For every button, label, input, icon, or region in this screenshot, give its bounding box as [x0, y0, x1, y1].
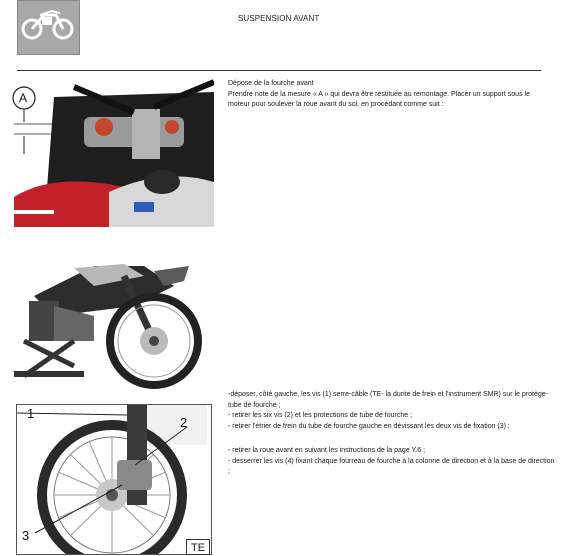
callout-2: 2	[180, 415, 188, 430]
callout-1: 1	[27, 406, 35, 421]
section-heading: Dépose de la fourche avant	[228, 80, 314, 87]
list-item: - retirer les six vis (2) et les protections de tube de fourche ;	[228, 412, 413, 419]
header-divider	[17, 70, 541, 71]
list-item: - desserrer les vis (4) fixant chaque fourreau de fourche à la colonne de direction et à la base de direction ;	[228, 457, 555, 475]
callout-3: 3	[22, 528, 30, 543]
section-paragraph: Prendre note de la mesure « A » qui devra être restituée au remontage. Placer un support sous le moteur pour soulever la roue avant du sol, en procédant comme suit :	[228, 90, 530, 108]
section-wheel-removal	[228, 446, 558, 478]
section-caliper-removal	[228, 390, 558, 432]
list-item: - retirer la roue avant en suivant les instructions de la page Y.6 ;	[228, 447, 426, 454]
front-suspension-motorcycle-icon	[17, 0, 80, 55]
motorcycle-on-stand-photo	[14, 246, 214, 394]
model-tag: TE	[186, 539, 210, 555]
section-fork-removal	[228, 79, 548, 111]
measure-a-label: A	[19, 91, 28, 105]
page-title: SUSPENSION AVANT	[238, 14, 320, 23]
list-item: -déposer, côté gauche, les vis (1) serre-câble (TE- la durite de frein et l'instrument SMR) sur le protège-tube de fourche ;	[228, 391, 548, 409]
list-item: - retirer l'étrier de frein du tube de fourche gauche en dévissant les deux vis de fixation (3) ;	[228, 422, 510, 430]
